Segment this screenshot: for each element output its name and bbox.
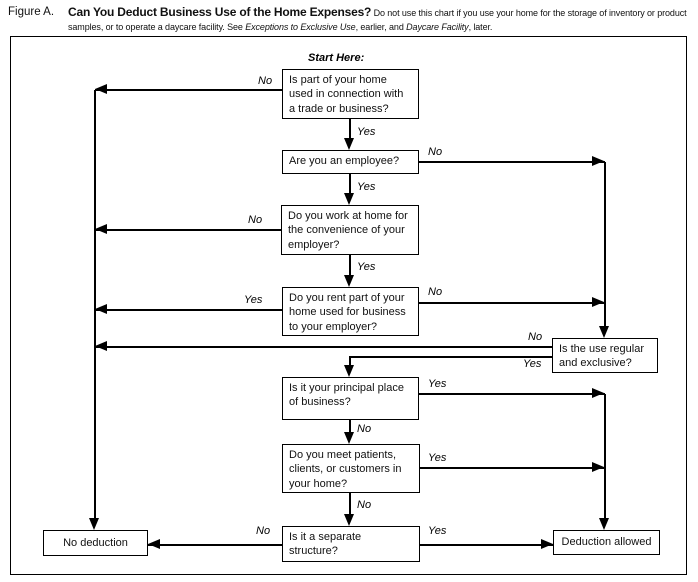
edge-q6-yes-line <box>419 393 605 395</box>
edge-label-no: No <box>428 146 443 158</box>
arrowhead-icon <box>95 304 107 314</box>
edge-label-no: No <box>528 331 543 343</box>
figure-caption <box>68 4 692 34</box>
edge-q2-no-line <box>419 161 605 163</box>
arrowhead-icon <box>148 539 160 549</box>
node-deduction-allowed: Deduction allowed <box>553 530 660 555</box>
edge-label-yes: Yes <box>357 261 376 273</box>
arrowhead-icon <box>89 518 99 530</box>
arrowhead-icon <box>344 514 354 526</box>
edge-label-yes: Yes <box>428 525 447 537</box>
arrowhead-icon <box>344 275 354 287</box>
edge-label-yes: Yes <box>428 452 447 464</box>
arrowhead-icon <box>592 388 604 398</box>
edge-label-no: No <box>258 75 273 87</box>
edge-label-no: No <box>428 286 443 298</box>
edge-q1-no-line <box>95 89 282 91</box>
edge-q5-no-line <box>95 346 552 348</box>
edge-label-no: No <box>357 423 372 435</box>
start-here-label: Start Here: <box>308 52 365 64</box>
arrowhead-icon <box>599 518 609 530</box>
node-convenience-of-employer: Do you work at home for the convenience of your employer? <box>281 205 419 255</box>
node-trade-or-business: Is part of your home used in connection with a trade or business? <box>282 69 419 119</box>
edge-q4-yes-line <box>95 309 282 311</box>
node-no-deduction: No deduction <box>43 530 148 556</box>
figure-label: Figure A. <box>8 6 55 18</box>
edge-q4-no-line <box>419 302 605 304</box>
arrowhead-icon <box>95 341 107 351</box>
arrowhead-icon <box>592 297 604 307</box>
figure-note-part2: , earlier, and <box>355 22 407 33</box>
figure-note-italic2: Daycare Facility <box>406 22 469 33</box>
node-employee: Are you an employee? <box>282 150 419 174</box>
arrowhead-icon <box>95 84 107 94</box>
arrowhead-icon <box>344 138 354 150</box>
arrowhead-icon <box>344 432 354 444</box>
node-rent-to-employer: Do you rent part of your home used for business to your employer? <box>282 287 419 336</box>
right-rail-lower-line <box>604 394 606 519</box>
node-regular-and-exclusive: Is the use regular and exclusive? <box>552 338 658 373</box>
edge-label-yes: Yes <box>523 358 542 370</box>
edge-q7-yes-line <box>420 467 605 469</box>
arrowhead-icon <box>592 156 604 166</box>
edge-label-yes: Yes <box>357 126 376 138</box>
figure-note-italic1: Exceptions to Exclusive Use <box>245 22 356 33</box>
arrowhead-icon <box>592 462 604 472</box>
arrowhead-icon <box>344 365 354 377</box>
edge-label-yes: Yes <box>428 378 447 390</box>
node-meet-patients: Do you meet patients, clients, or customers in your home? <box>282 444 420 493</box>
edge-label-yes: Yes <box>244 294 263 306</box>
edge-label-yes: Yes <box>357 181 376 193</box>
arrowhead-icon <box>541 539 553 549</box>
figure-header <box>8 4 692 34</box>
edge-q3-no-line <box>95 229 281 231</box>
node-principal-place: Is it your principal place of business? <box>282 377 419 420</box>
figure-note-part3: , later. <box>468 22 493 33</box>
figure-title: Can You Deduct Business Use of the Home Expenses? <box>68 5 372 19</box>
edge-q8-no-line <box>148 544 282 546</box>
arrowhead-icon <box>95 224 107 234</box>
edge-label-no: No <box>256 525 271 537</box>
edge-label-no: No <box>357 499 372 511</box>
arrowhead-icon <box>344 193 354 205</box>
edge-label-no: No <box>248 214 263 226</box>
edge-q8-yes-line <box>420 544 553 546</box>
node-separate-structure: Is it a separate structure? <box>282 526 420 562</box>
arrowhead-icon <box>599 326 609 338</box>
figure-note-part1: Do not use this chart if you use your home for the storage of inventory or product samples, or to operate a daycare facility. See <box>68 8 687 33</box>
edge-q5-yes-line <box>349 356 552 358</box>
